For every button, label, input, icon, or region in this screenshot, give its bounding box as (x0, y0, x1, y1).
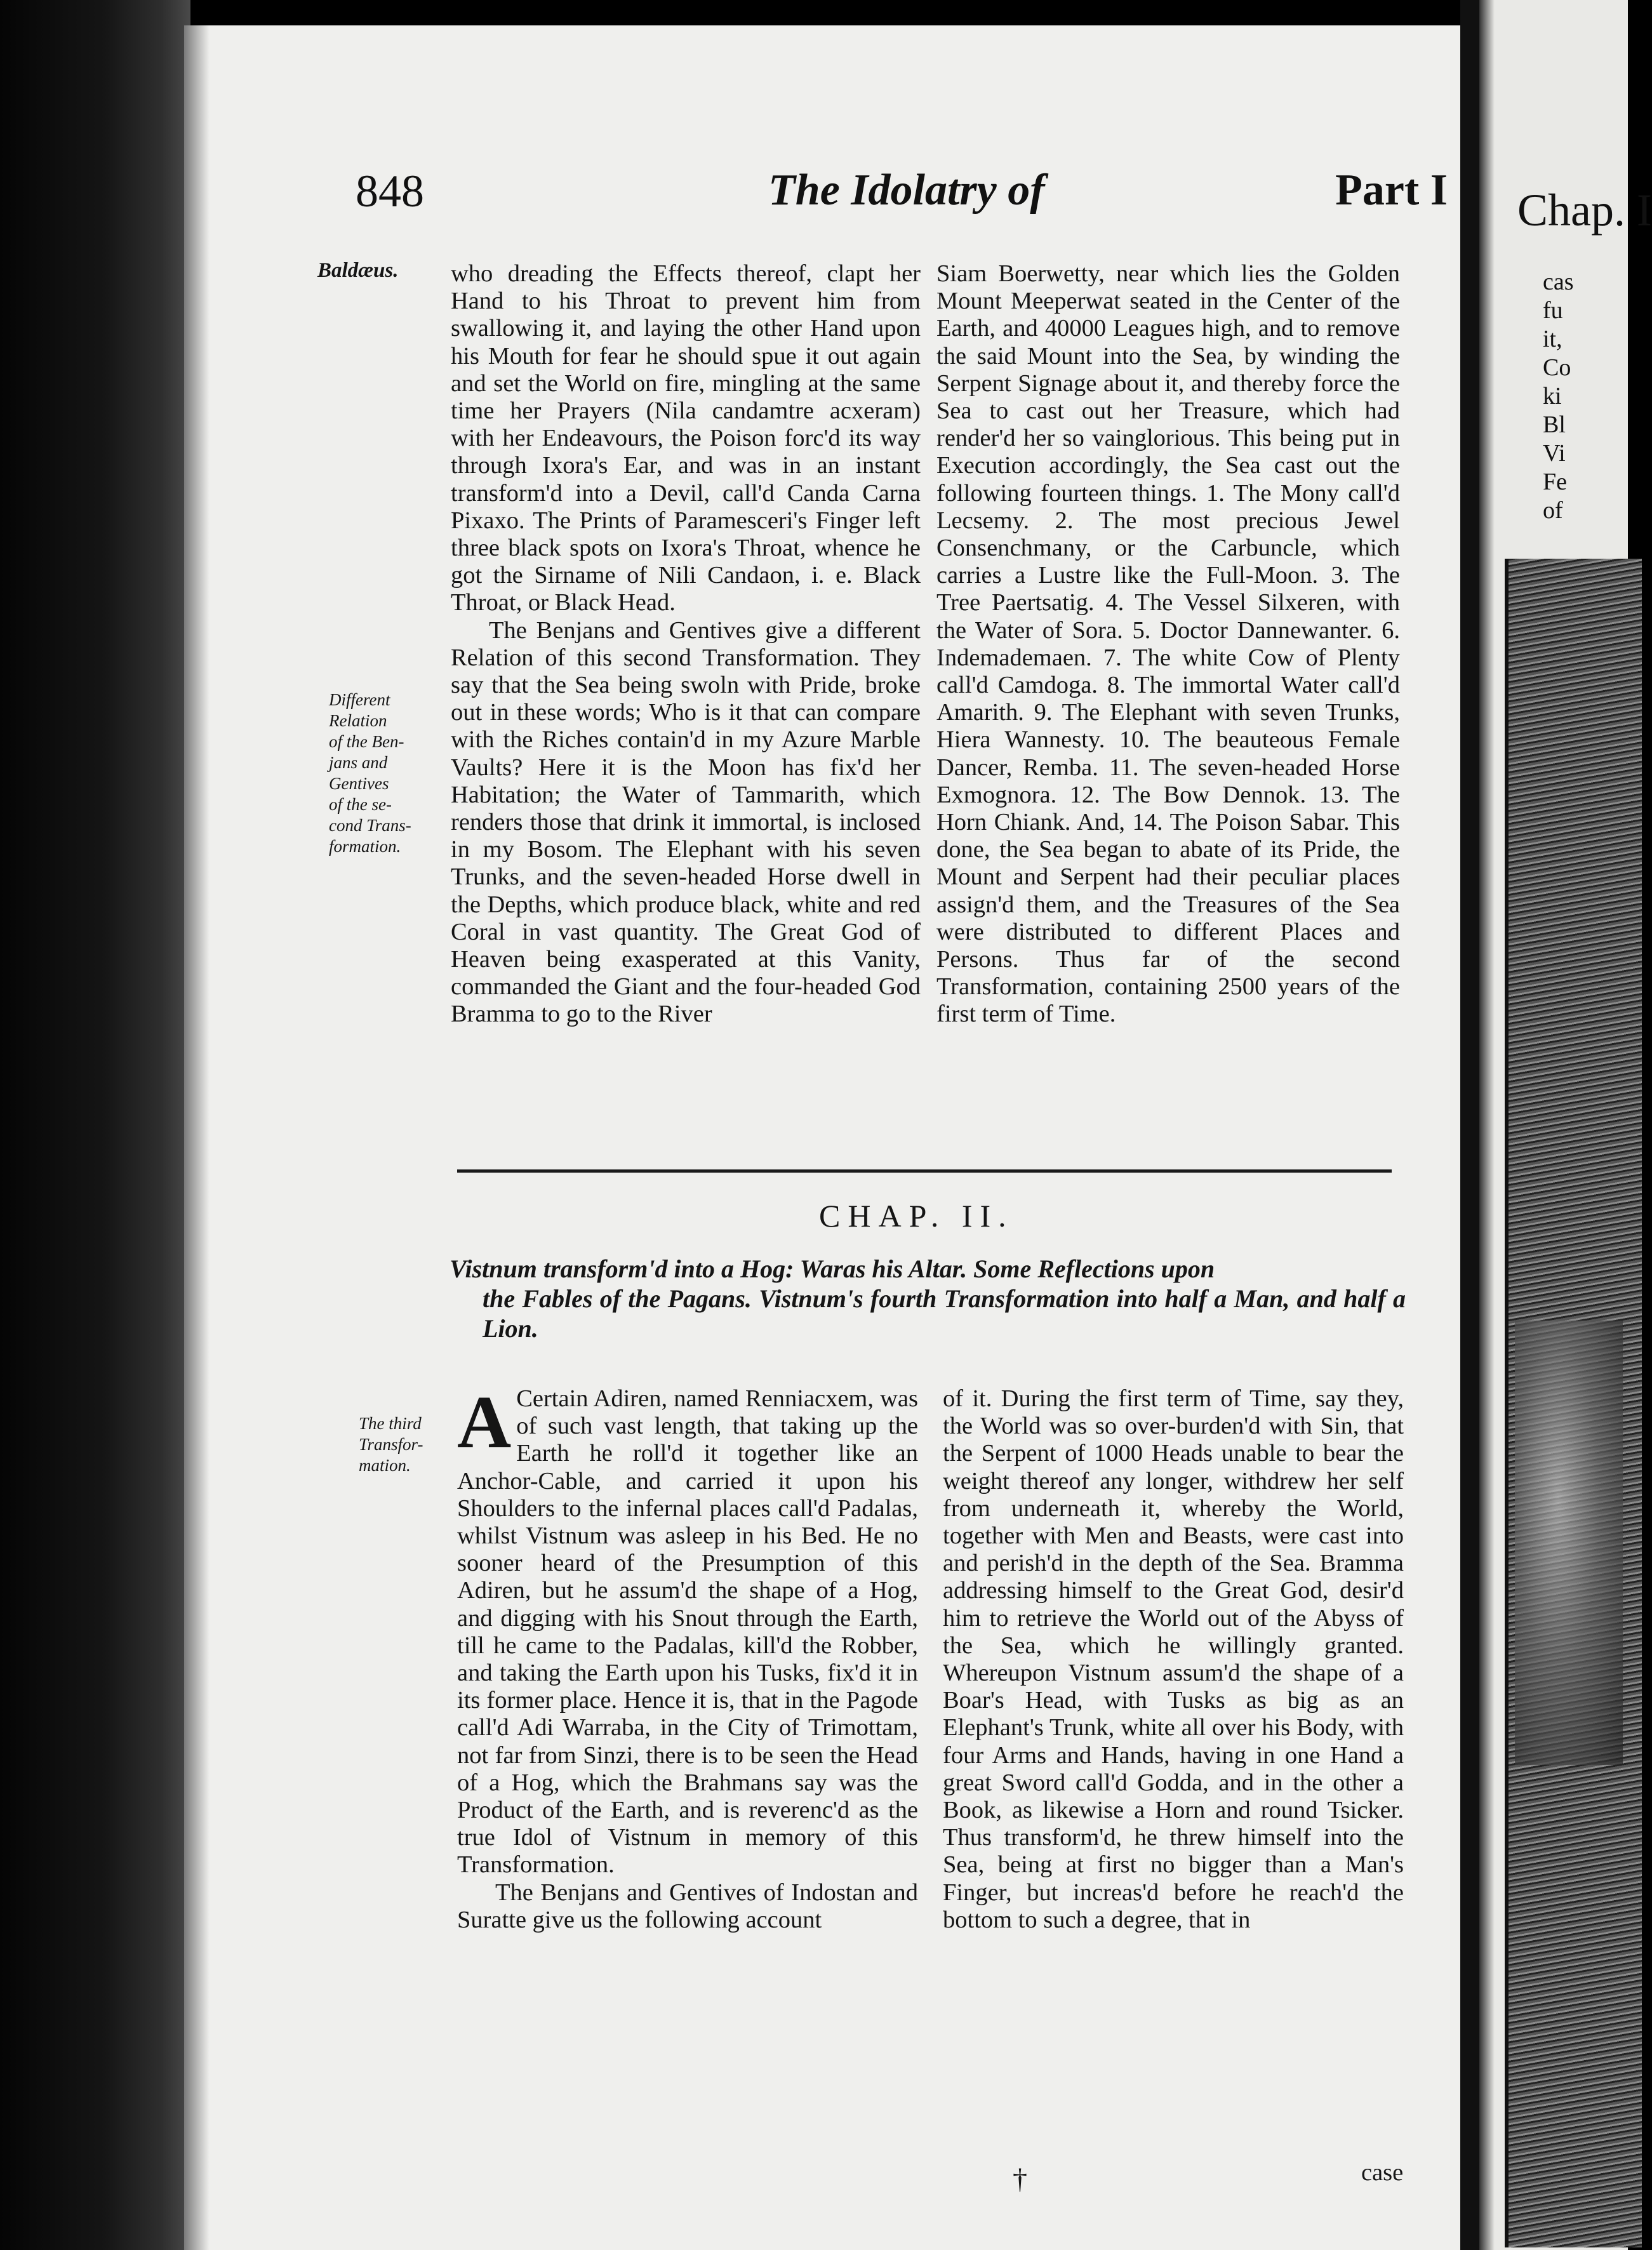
page-header (356, 165, 1448, 235)
side-note-third-transformation (359, 1413, 448, 1476)
paragraph: Siam Boerwetty, near which lies the Golden Mount Meeperwat seated in the Center of the Earth, and 40000 Leagues high, and to remove the said Mount into the Sea, by winding the Serpent Signage about it, and thereby force the Sea to cast out her Treasure, which had render'd her so vainglorious. This being put in Execution accordingly, the Sea cast out the following fourteen things. 1. The Mony call'd Lecsemy. 2. The most precious Jewel Consenchmany, or the Carbuncle, which carries a Lustre like the Full-Moon. 3. The Tree Paertsatig. 4. The Vessel Silxeren, with the Water of Sora. 5. Doctor Dannewanter. 6. Indemademaen. 7. The white Cow of Plenty call'd Camdoga. 8. The immortal Water call'd Amarith. 9. The Elephant with seven Trunks, Hiera Wannesty. 10. The beauteous Female Dancer, Remba. 11. The seven-headed Horse Exmognora. 12. The Bow Dennok. 13. The Horn Chiank. And, 14. The Poison Sabar. This done, the Sea began to abate of its Pride, the Mount and Serpent had their peculiar places assign'd them, and the Treasures of the Sea were distributed to different Places and Persons. Thus far of the second Transformation, containing 2500 years of the first term of Time. (936, 260, 1400, 1028)
text-fragment: of (1543, 497, 1563, 524)
text-fragment: Fe (1543, 469, 1567, 495)
paragraph: who dreading the Effects thereof, clapt her Hand to his Throat to prevent him from swallowing it, and laying the other Hand upon his Mouth for fear he should spue it out again and set the World on fire, mingling at the same time her Prayers (Nila candamtre acxeram) with her Endeavours, the Poison forc'd its way through Ixora's Ear, and was in an instant transform'd into a Devil, call'd Canda Carna Pixaxo. The Prints of Paramesceri's Finger left three black spots on Ixora's Throat, whence he got the Sirname of Nili Candaon, i. e. Black Throat, or Black Head. (451, 260, 921, 616)
facing-page-header: Chap. I (1517, 185, 1652, 236)
facing-page-text (1543, 268, 1574, 525)
page-number: 848 (356, 166, 424, 216)
text-fragment: cas (1543, 269, 1574, 295)
chapter-summary (450, 1254, 1406, 1343)
side-note-line: jans and (329, 753, 388, 772)
side-note-different-relation (329, 689, 446, 857)
side-note-line: Relation (329, 711, 387, 730)
paragraph: The Benjans and Gentives of Indostan and Suratte give us the following account (457, 1879, 918, 1933)
summary-line: Vistnum transform'd into a Hog: Waras his Altar. Some Reflections upon (450, 1255, 1215, 1283)
side-note-line: Transfor- (359, 1435, 423, 1454)
paragraph (457, 1380, 918, 1879)
side-note-baldaeus: Baldæus. (317, 259, 399, 282)
signature-mark: † (1013, 2162, 1027, 2195)
paragraph: of it. During the first term of Time, say they, the World was so over-burden'd with Sin, that the Serpent of 1000 Heads unable to bear the weight thereof any longer, withdrew her self from underneath it, whereby the World, together with Men and Beasts, were cast into and perish'd in the depth of the Sea. Bramma addressing himself to the Great God, desir'd him to retrieve the World out of the Abyss of the Sea, which he willingly granted. Whereupon Vistnum assum'd the shape of a Boar's Head, with Tusks as big as an Elephant's Trunk, white all over his Body, with four Arms and Hands, having in one Hand a great Sword call'd Godda, and in the other a Book, as likewise a Horn and round Tsicker. Thus transform'd, he threw himself into the Sea, being at first no bigger than a Man's Finger, but increas'd before he reach'd the bottom to such a degree, that in (943, 1385, 1404, 1933)
side-note-line: The third (359, 1414, 422, 1433)
column-2 (936, 260, 1400, 1028)
paragraph-text: Certain Adiren, named Renniacxem, was of such vast length, that taking up the Earth he roll'd it together like an Anchor-Cable, and carried it upon his Shoulders to the infernal places call'd Padalas, whilst Vistnum was asleep in his Bed. He no sooner heard of the Presumption of this Adiren, but he assum'd the shape of a Hog, and digging with his Snout through the Earth, till he came to the Padalas, kill'd the Robber, and taking the Earth upon his Tusks, fix'd it in its former place. Hence it is, that in the Pagode call'd Adi Warraba, in the City of Trimottam, not far from Sinzi, there is to be seen the Head of a Hog, which the Brahmans say was the Product of the Earth, and is reverenc'd as the true Idol of Vistnum in memory of this Transformation. (457, 1385, 918, 1879)
chapter-heading: CHAP. II. (819, 1198, 1014, 1234)
drop-cap: A (457, 1380, 512, 1463)
horizontal-rule (457, 1169, 1392, 1173)
text-fragment: fu (1543, 297, 1563, 324)
text-fragment: it, (1543, 326, 1562, 352)
catchword: case (1361, 2159, 1404, 2186)
part-label: Part I (1335, 166, 1448, 215)
side-note-line: mation. (359, 1456, 411, 1475)
text-fragment: Co (1543, 354, 1571, 381)
paragraph: The Benjans and Gentives give a different Relation of this second Transformation. They say that the Sea being swoln with Pride, broke out in these words; Who is it that can compare with the Riches contain'd in my Azure Marble Vaults? Here it is the Moon has fix'd her Habitation; the Water of Tammarith, which renders those that drink it immortal, is inclosed in my Bosom. The Elephant with his seven Trunks, and the seven-headed Horse dwell in the Depths, which produce black, white and red Coral in vast quantity. The Great God of Heaven being exasperated at this Vanity, commanded the Giant and the four-headed God Bramma to go to the River (451, 616, 921, 1028)
side-note-line: Gentives (329, 774, 389, 793)
text-fragment: Vi (1543, 440, 1566, 467)
column-3 (457, 1380, 918, 1934)
side-note-line: Different (329, 690, 390, 709)
column-1 (451, 260, 921, 1028)
facing-page (1479, 0, 1652, 2250)
summary-line: the Fables of the Pagans. Vistnum's fourth Transformation into half a Man, and half a Lion. (483, 1284, 1406, 1343)
side-note-line: formation. (329, 837, 401, 856)
text-fragment: ki (1543, 383, 1562, 409)
column-4 (943, 1385, 1404, 1934)
text-fragment: Bl (1543, 411, 1566, 438)
running-title: The Idolatry of (768, 166, 1045, 215)
engraving-illustration (1505, 559, 1642, 2247)
side-note-line: of the se- (329, 795, 392, 814)
side-note-line: cond Trans- (329, 816, 411, 835)
book-binding (0, 0, 190, 2250)
side-note-line: of the Ben- (329, 732, 404, 751)
